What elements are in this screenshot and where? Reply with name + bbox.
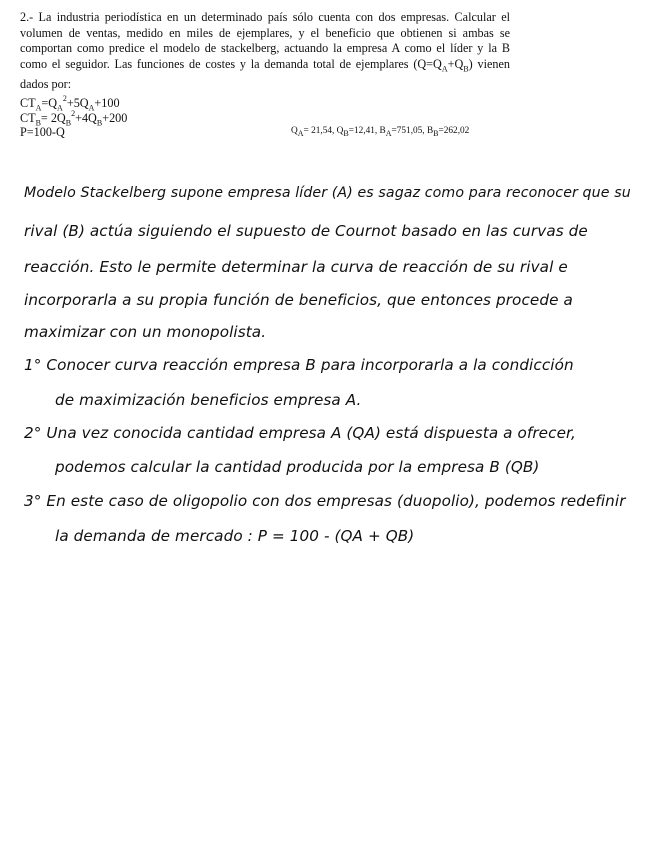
handwritten-text: la demanda de mercado : P = 100 - (QA + QB)	[55, 527, 415, 545]
handwritten-text: maximizar con un monopolista.	[24, 323, 267, 341]
cost-function-a: $CT_A=Q_A^2+5Q_A+100$	[20, 94, 120, 113]
handwritten-text: de maximización beneficios empresa A.	[55, 391, 362, 409]
handwritten-text: 1° Conocer curva reacción empresa B para incorporarla a la condicción	[24, 356, 574, 374]
problem-paragraph: 2.- La industria periodística en un determinado país sólo cuenta con dos empresas. Calcular el volumen de ventas, medido en miles de ejemplares, y el beneficio que obtienen si ambas se comportan como predice el modelo de stackelberg, actuando la empresa A como el líder y la B como el seguidor. Las funciones de costes y la demanda total de ejemplares $(Q=Q_A+Q_B)$ vienen dados por:	[20, 10, 510, 91]
problem-statement	[20, 10, 510, 92]
answers: $Q_A= 21,54$, $Q_B=12,41$, $B_A=751,05$, $B_B=262,02$	[291, 126, 470, 138]
handwritten-text: rival (B) actúa siguiendo el supuesto de Cournot basado en las curvas de	[24, 222, 588, 240]
handwritten-text: Modelo Stackelberg supone empresa líder (A) es sagaz como para reconocer que su	[24, 185, 631, 201]
handwritten-text: 3° En este caso de oligopolio con dos empresas (duopolio), podemos redefinir	[24, 492, 626, 510]
handwritten-text: reacción. Esto le permite determinar la curva de reacción de su rival e	[24, 258, 568, 276]
handwritten-text: incorporarla a su propia función de beneficios, que entonces procede a	[24, 291, 573, 309]
cost-function-b: $CT_B= 2Q_B^2+4Q_B+200$	[20, 109, 128, 128]
handwritten-text: podemos calcular la cantidad producida por la empresa B (QB)	[55, 458, 540, 476]
demand-function: P=100-Q	[20, 125, 65, 139]
handwritten-text: 2° Una vez conocida cantidad empresa A (QA) está dispuesta a ofrecer,	[24, 424, 576, 442]
